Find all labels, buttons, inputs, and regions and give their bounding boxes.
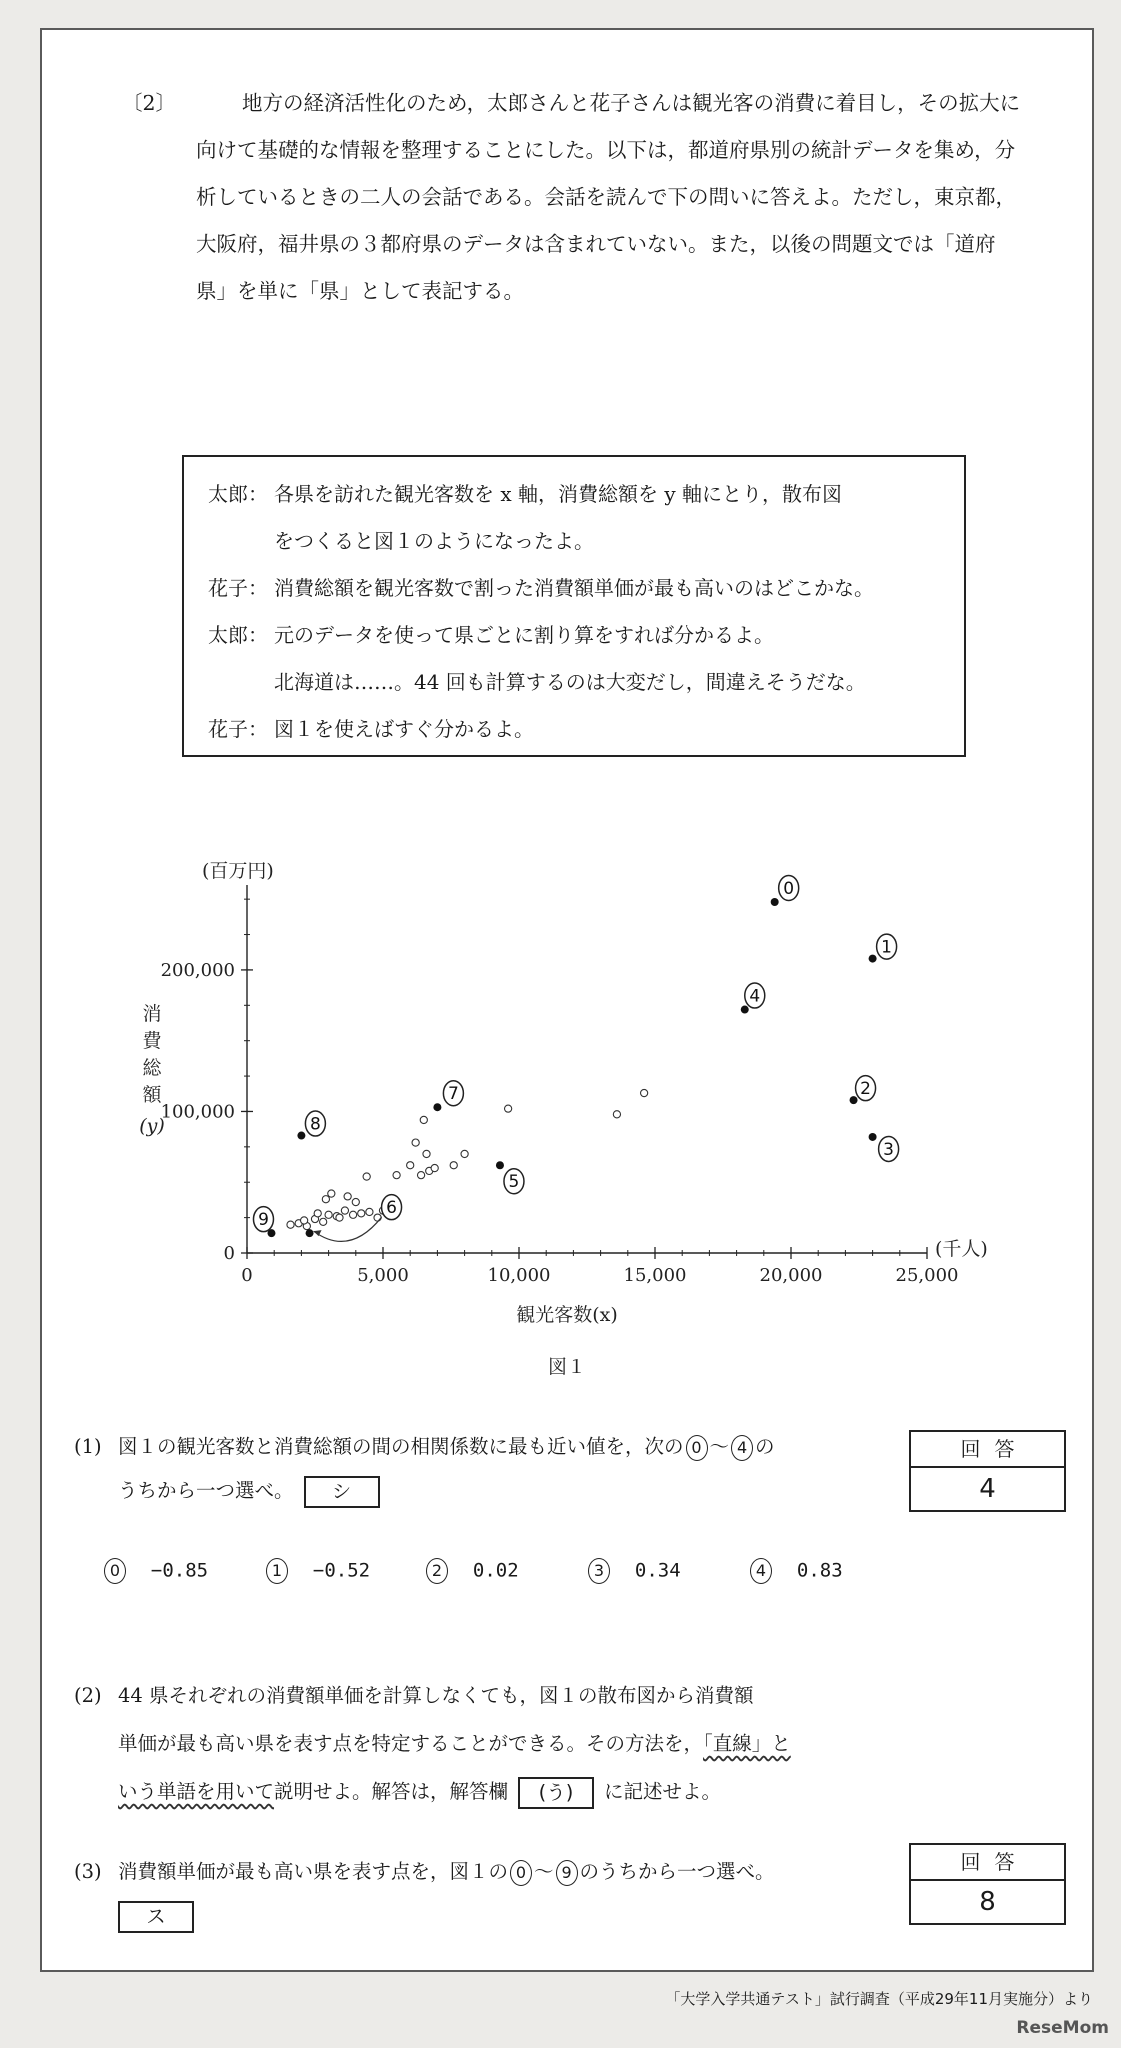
data-point-open	[641, 1089, 648, 1096]
dialog-text: 元のデータを使って県ごとに割り算をすれば分かるよ。	[274, 623, 774, 647]
dialog-line	[208, 518, 940, 565]
speaker-label: 花子：	[208, 576, 268, 600]
question-1	[74, 1425, 914, 1513]
data-point-5	[496, 1161, 504, 1169]
point-label-2: 2	[860, 1079, 871, 1100]
data-point-open	[322, 1196, 329, 1203]
x-tick-label: 10,000	[487, 1265, 551, 1286]
answer-value: 8	[979, 1887, 996, 1917]
question-number: (2)	[74, 1684, 102, 1707]
point-label-6: 6	[386, 1198, 397, 1219]
data-point-open	[613, 1111, 620, 1118]
emphasized-text: いう単語を用いて	[118, 1780, 275, 1803]
question-text: 消費額単価が最も高い県を表す点を，図１の	[118, 1860, 509, 1883]
choice-item	[748, 1558, 843, 1584]
answer-header: 回答	[911, 1845, 1064, 1881]
data-point-open	[349, 1211, 356, 1218]
problem-number: 〔2〕	[122, 91, 177, 115]
circled-zero-icon: 0	[686, 1435, 708, 1461]
data-point-open	[420, 1116, 427, 1123]
data-point-open	[412, 1139, 419, 1146]
answer-slot-shi: シ	[304, 1476, 380, 1508]
dialog-box	[182, 455, 966, 757]
data-point-open	[374, 1214, 381, 1221]
data-point-open	[344, 1193, 351, 1200]
choice-item	[264, 1558, 370, 1584]
data-point-open	[423, 1150, 430, 1157]
data-point-7	[433, 1103, 441, 1111]
question-text: うちから一つ選べ。	[118, 1479, 294, 1502]
answer-box-1	[909, 1430, 1066, 1512]
question-text: 説明せよ。解答は，解答欄	[274, 1780, 509, 1803]
answer-value: 4	[979, 1474, 996, 1504]
dialog-text: 図１を使えばすぐ分かるよ。	[274, 717, 534, 741]
circled-number-icon: 2	[426, 1558, 448, 1584]
question-2	[74, 1672, 974, 1816]
choice-value: −0.52	[312, 1559, 371, 1582]
circled-number-icon: 3	[588, 1558, 610, 1584]
y-axis-label-char: 額	[142, 1084, 162, 1106]
dialog-text: をつくると図１のようになったよ。	[274, 529, 594, 553]
exam-sheet	[40, 28, 1094, 1972]
answer-header: 回答	[911, 1432, 1064, 1468]
data-point-open	[336, 1214, 343, 1221]
data-point-1	[869, 955, 877, 963]
y-tick-label: 200,000	[160, 959, 235, 981]
point-label-7: 7	[447, 1084, 459, 1105]
point-label-8: 8	[309, 1114, 321, 1135]
choice-item	[102, 1558, 208, 1584]
range-symbol: 〜	[709, 1435, 730, 1458]
x-tick-label: 25,000	[895, 1265, 959, 1286]
choice-item	[424, 1558, 519, 1584]
data-point-open	[450, 1162, 457, 1169]
y-unit-label: (百万円)	[202, 860, 274, 882]
answer-field-u: (う)	[518, 1777, 594, 1809]
dialog-text: 北海道は……。44 回も計算するのは大変だし，間違えそうだな。	[274, 670, 866, 694]
data-point-open	[301, 1217, 308, 1224]
speaker-label: 花子：	[208, 717, 268, 741]
question-number: (1)	[74, 1435, 102, 1458]
dialog-line	[208, 659, 940, 706]
point-label-9: 9	[258, 1210, 269, 1231]
point-label-4: 4	[749, 986, 761, 1007]
data-point-open	[417, 1172, 424, 1179]
choice-value: 0.02	[472, 1559, 519, 1582]
emphasized-text: 「直線」と	[703, 1732, 791, 1755]
circled-nine-icon: 9	[556, 1860, 578, 1886]
speaker-label: 太郎：	[208, 482, 268, 506]
question-text: のうちから一つ選べ。	[579, 1860, 775, 1883]
data-point-4	[741, 1006, 749, 1014]
y-tick-label: 0	[223, 1243, 235, 1264]
data-point-open	[358, 1210, 365, 1217]
circled-number-icon: 0	[104, 1558, 126, 1584]
data-point-open	[328, 1190, 335, 1197]
circled-number-icon: 1	[266, 1558, 288, 1584]
dialog-line	[208, 471, 940, 518]
answer-slot-su: ス	[118, 1901, 194, 1933]
circled-four-icon: 4	[731, 1435, 753, 1461]
problem-text: 地方の経済活性化のため，太郎さんと花子さんは観光客の消費に着目し，その拡大に向けて基礎的な情報を整理することにした。以下は，都道府県別の統計データを集め，分析しているときの二人の会話である。会話を読んで下の問いに答えよ。ただし，東京都，大阪府，福井県の３都府県のデータは含まれていない。また，以後の問題文では「道府県」を単に「県」として表記する。	[196, 91, 1021, 303]
choice-value: −0.85	[150, 1559, 209, 1582]
y-axis-label-char: 総	[142, 1057, 162, 1079]
point-label-5: 5	[508, 1172, 520, 1193]
x-tick-label: 15,000	[623, 1265, 687, 1286]
data-point-3	[869, 1133, 877, 1141]
data-point-2	[850, 1096, 858, 1104]
data-point-open	[320, 1218, 327, 1225]
x-unit-label: (千人)	[935, 1238, 988, 1260]
dialog-line	[208, 612, 940, 659]
question-3	[74, 1850, 914, 1938]
data-point-open	[431, 1164, 438, 1171]
data-point-open	[314, 1210, 321, 1217]
question-text: 図１の観光客数と消費総額の間の相関係数に最も近い値を，次の	[118, 1435, 684, 1458]
x-tick-label: 5,000	[357, 1265, 409, 1286]
point-label-1: 1	[881, 937, 893, 958]
question-text: の	[755, 1435, 775, 1458]
data-point-open	[461, 1150, 468, 1157]
x-axis-label: 観光客数(x)	[516, 1304, 618, 1326]
point-label-3: 3	[883, 1139, 895, 1160]
figure-caption: 図１	[547, 1356, 587, 1378]
point-label-0: 0	[783, 878, 795, 899]
scatter-chart	[42, 810, 1092, 1390]
circled-zero-icon: 0	[510, 1860, 532, 1886]
data-point-6	[306, 1229, 314, 1237]
x-tick-label: 0	[241, 1265, 253, 1286]
dialog-text: 各県を訪れた観光客数を x 軸，消費総額を y 軸にとり，散布図	[274, 482, 843, 506]
data-point-open	[325, 1211, 332, 1218]
speaker-label: 太郎：	[208, 623, 268, 647]
question-text: 単価が最も高い県を表す点を特定することができる。その方法を，	[118, 1732, 704, 1755]
data-point-0	[771, 898, 779, 906]
y-tick-label: 100,000	[160, 1101, 235, 1123]
data-point-open	[366, 1208, 373, 1215]
problem-intro	[122, 80, 1022, 315]
y-axis-variable: (y)	[139, 1115, 165, 1137]
speaker-label	[208, 518, 274, 565]
question-number: (3)	[74, 1860, 102, 1883]
speaker-label	[208, 659, 274, 706]
choice-item	[586, 1558, 681, 1584]
dialog-text: 消費総額を観光客数で割った消費額単価が最も高いのはどこかな。	[274, 576, 874, 600]
resemom-logo: ReseMom	[1016, 2018, 1109, 2038]
data-point-open	[393, 1172, 400, 1179]
data-point-open	[505, 1105, 512, 1112]
circled-number-icon: 4	[750, 1558, 772, 1584]
data-point-open	[363, 1173, 370, 1180]
x-tick-label: 20,000	[759, 1265, 823, 1286]
y-axis-label-char: 消	[142, 1003, 162, 1025]
y-axis-label-char: 費	[142, 1030, 162, 1052]
data-point-8	[297, 1132, 305, 1140]
source-note: 「大学入学共通テスト」試行調査（平成29年11月実施分）より	[665, 1990, 1093, 2008]
data-point-open	[352, 1198, 359, 1205]
question-text: 44 県それぞれの消費額単価を計算しなくても，図１の散布図から消費額	[118, 1684, 754, 1707]
dialog-line	[208, 565, 940, 612]
data-point-open	[341, 1207, 348, 1214]
question-text: に記述せよ。	[604, 1780, 722, 1803]
dialog-line	[208, 706, 940, 753]
data-point-open	[287, 1221, 294, 1228]
choice-value: 0.83	[796, 1559, 843, 1582]
range-symbol: 〜	[534, 1860, 554, 1883]
choice-value: 0.34	[634, 1559, 681, 1582]
data-point-open	[407, 1162, 414, 1169]
answer-box-3	[909, 1843, 1066, 1925]
